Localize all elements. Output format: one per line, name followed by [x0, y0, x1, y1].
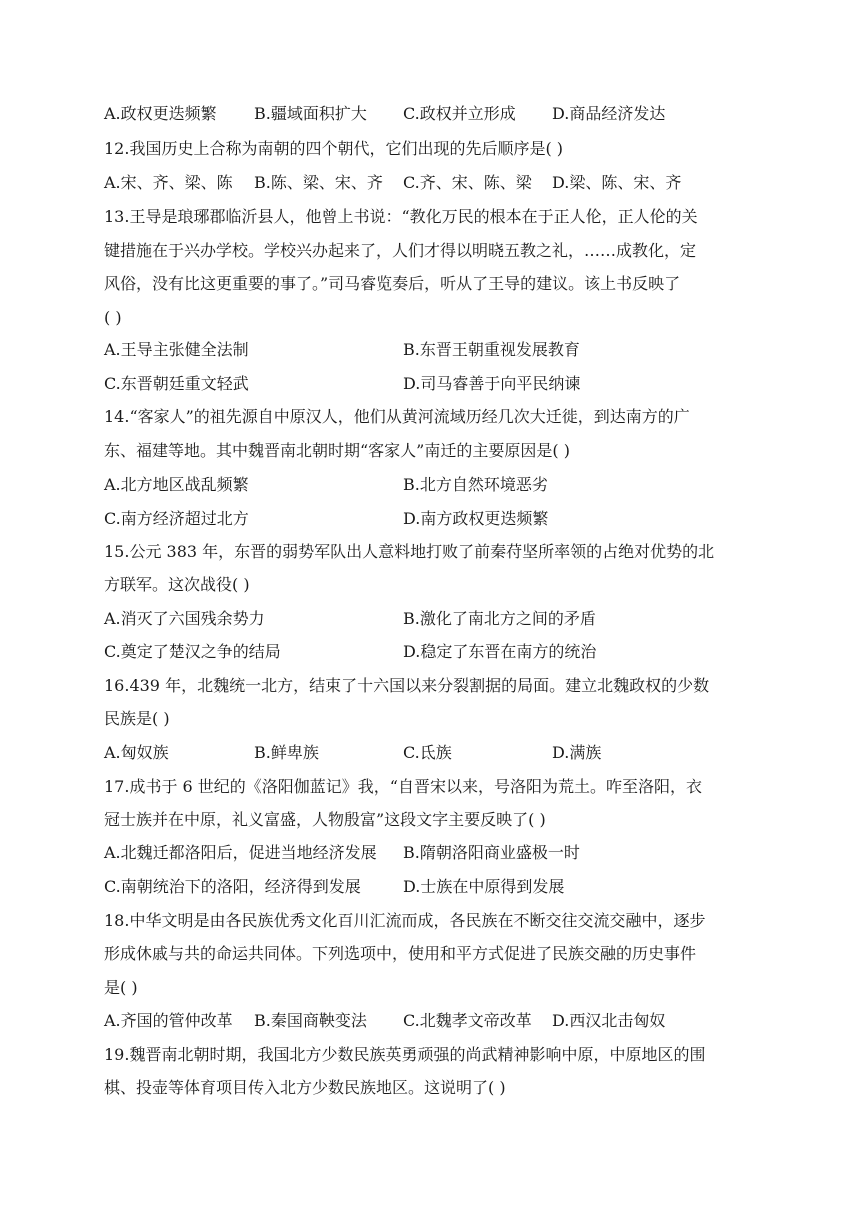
q17-option-c: C.南朝统治下的洛阳，经济得到发展 — [104, 877, 361, 896]
q16-option-b: B.鲜卑族 — [254, 743, 319, 762]
q16-option-a: A.匈奴族 — [104, 743, 169, 762]
q18-option-c: C.北魏孝文帝改革 — [403, 1011, 532, 1030]
q14-stem-line-2: 东、福建等地。其中魏晋南北朝时期“客家人”南迁的主要原因是( ) — [104, 441, 570, 460]
q16-option-d: D.满族 — [552, 743, 602, 762]
q13-option-d: D.司马睿善于向平民纳谏 — [403, 374, 581, 393]
q12-option-c: C.齐、宋、陈、梁 — [403, 173, 532, 192]
q18-stem-line-3: 是( ) — [104, 978, 138, 997]
q17-stem-line-2: 冠士族并在中原，礼义富盛，人物殷富”这段文字主要反映了( ) — [104, 810, 546, 829]
q13-option-c: C.东晋朝廷重文轻武 — [104, 374, 249, 393]
q19-stem-line-2: 棋、投壶等体育项目传入北方少数民族地区。这说明了( ) — [104, 1078, 506, 1097]
q15-option-c: C.奠定了楚汉之争的结局 — [104, 642, 281, 661]
q12-option-d: D.梁、陈、宋、齐 — [552, 173, 682, 192]
q14-option-c: C.南方经济超过北方 — [104, 509, 249, 528]
q14-stem-line-1: 14.“客家人”的祖先源自中原汉人，他们从黄河流域历经几次大迁徙，到达南方的广 — [104, 407, 690, 426]
q12-option-a: A.宋、齐、梁、陈 — [104, 173, 233, 192]
q17-stem-line-1: 17.成书于 6 世纪的《洛阳伽蓝记》我，“自晋宋以来，号洛阳为荒土。咋至洛阳，衣 — [104, 777, 702, 796]
q19-stem-line-1: 19.魏晋南北朝时期，我国北方少数民族英勇顽强的尚武精神影响中原，中原地区的围 — [104, 1045, 706, 1064]
q12-stem: 12.我国历史上合称为南朝的四个朝代，它们出现的先后顺序是( ) — [104, 139, 564, 158]
q13-option-b: B.东晋王朝重视发展教育 — [403, 340, 580, 359]
q16-option-c: C.氐族 — [403, 743, 452, 762]
q17-option-a: A.北魏迁都洛阳后，促进当地经济发展 — [104, 843, 377, 862]
q13-stem-line-1: 13.王导是琅琊郡临沂县人，他曾上书说：“教化万民的根本在于正人伦，正人伦的关 — [104, 207, 698, 226]
q11-option-d: D.商品经济发达 — [552, 104, 666, 123]
q11-option-a: A.政权更迭频繁 — [104, 104, 217, 123]
q13-stem-line-3: 风俗，没有比这更重要的事了。”司马睿览奏后，听从了王导的建议。该上书反映了 — [104, 274, 681, 293]
q11-option-b: B.疆域面积扩大 — [254, 104, 367, 123]
q18-stem-line-2: 形成休戚与共的命运共同体。下列选项中，使用和平方式促进了民族交融的历史事件 — [104, 944, 697, 963]
q18-option-a: A.齐国的管仲改革 — [104, 1011, 233, 1030]
q16-stem-line-1: 16.439 年，北魏统一北方，结束了十六国以来分裂割据的局面。建立北魏政权的少数 — [104, 676, 710, 695]
q17-option-b: B.隋朝洛阳商业盛极一时 — [403, 843, 580, 862]
q14-option-d: D.南方政权更迭频繁 — [403, 509, 549, 528]
q15-stem-line-2: 方联军。这次战役( ) — [104, 575, 250, 594]
q15-option-a: A.消灭了六国残余势力 — [104, 609, 265, 628]
q14-option-a: A.北方地区战乱频繁 — [104, 475, 249, 494]
q13-option-a: A.王导主张健全法制 — [104, 340, 249, 359]
q14-option-b: B.北方自然环境恶劣 — [403, 475, 548, 494]
q11-option-c: C.政权并立形成 — [403, 104, 516, 123]
q18-option-b: B.秦国商鞅变法 — [254, 1011, 367, 1030]
q12-option-b: B.陈、梁、宋、齐 — [254, 173, 383, 192]
q13-stem-line-4: ( ) — [104, 308, 122, 327]
q18-stem-line-1: 18.中华文明是由各民族优秀文化百川汇流而成，各民族在不断交往交流交融中，逐步 — [104, 911, 706, 930]
q13-stem-line-2: 键措施在于兴办学校。学校兴办起来了，人们才得以明晓五教之礼，……成教化，定 — [104, 241, 697, 260]
q18-option-d: D.西汉北击匈奴 — [552, 1011, 666, 1030]
q16-stem-line-2: 民族是( ) — [104, 709, 170, 728]
q15-option-d: D.稳定了东晋在南方的统治 — [403, 642, 597, 661]
q17-option-d: D.士族在中原得到发展 — [403, 877, 565, 896]
q15-option-b: B.激化了南北方之间的矛盾 — [403, 609, 596, 628]
q15-stem-line-1: 15.公元 383 年，东晋的弱势军队出人意料地打败了前秦苻坚所率领的占绝对优势的北 — [104, 542, 715, 561]
